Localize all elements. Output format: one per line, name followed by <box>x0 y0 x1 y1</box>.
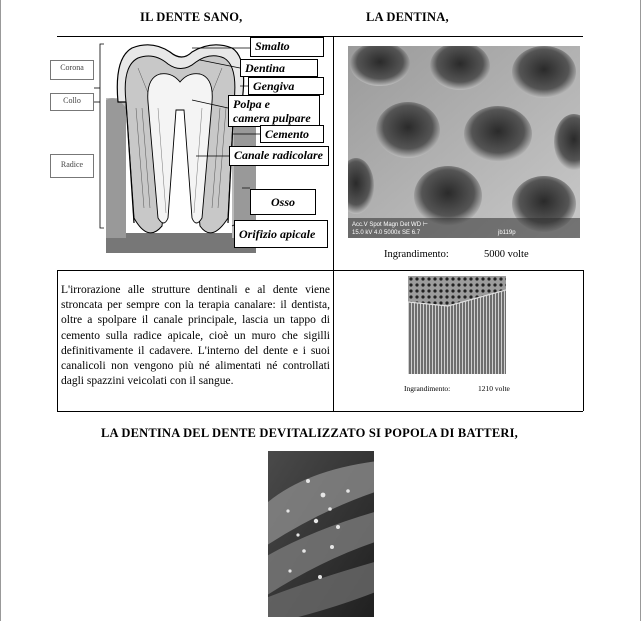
table-left-line <box>57 270 58 411</box>
page-left-edge <box>0 0 1 621</box>
label-osso: Osso <box>250 189 316 215</box>
caption-magnification-value-2: 1210 volte <box>478 384 510 393</box>
table-center-line <box>333 36 334 411</box>
label-orifizio-apicale: Orifizio apicale <box>234 220 328 248</box>
label-smalto: Smalto <box>250 37 324 57</box>
label-canale-radicolare: Canale radicolare <box>229 146 329 166</box>
dentine-micrograph-5000x <box>348 46 580 238</box>
heading-dentine: LA DENTINA, <box>366 10 449 24</box>
heading-healthy-tooth: IL DENTE SANO, <box>140 10 243 24</box>
label-polpa-line2: camera pulpare <box>233 111 311 125</box>
devitalization-paragraph: L'irrorazione alle strutture dentinali e al dente viene stroncata per sempre con la terapia canalare: il dentista, oltre a spolpare il canale principale, lascia un tappo di cemento sulla radice apicale, cioè un muro che sigilli definitivamente il cadavere. L'interno del dente e i suoi canalicoli non vengono più né alimentati né controllati dagli spazzini veicolati con il sangue. <box>61 284 330 388</box>
caption-magnification-value-1: 5000 volte <box>484 249 529 260</box>
label-gengiva: Gengiva <box>248 77 324 95</box>
dentine-micrograph-1210x <box>408 276 506 374</box>
label-dentina: Dentina <box>240 59 318 77</box>
table-right-line <box>583 270 584 411</box>
label-corona: Corona <box>50 60 94 80</box>
table-middle-line <box>57 270 583 271</box>
caption-magnification-label-2: Ingrandimento: <box>404 384 451 393</box>
bacteria-micrograph <box>268 451 374 617</box>
table-bottom-line <box>57 411 583 412</box>
micrograph-overlay-code: jb119p <box>498 230 516 236</box>
micrograph-overlay-line1: Acc.V Spot Magn Det WD ⊢ <box>352 222 428 228</box>
label-collo: Collo <box>50 93 94 111</box>
label-radice: Radice <box>50 154 94 178</box>
label-cemento: Cemento <box>260 125 324 143</box>
page-right-edge <box>640 0 641 621</box>
label-polpa <box>228 95 320 127</box>
caption-magnification-label-1: Ingrandimento: <box>384 249 449 260</box>
micrograph-overlay-line2: 15.0 kV 4.0 5000x SE 6.7 <box>352 230 421 236</box>
heading-devitalized-dentine: LA DENTINA DEL DENTE DEVITALIZZATO SI POPOLA DI BATTERI, <box>101 426 518 440</box>
label-polpa-line1: Polpa e <box>233 97 270 111</box>
